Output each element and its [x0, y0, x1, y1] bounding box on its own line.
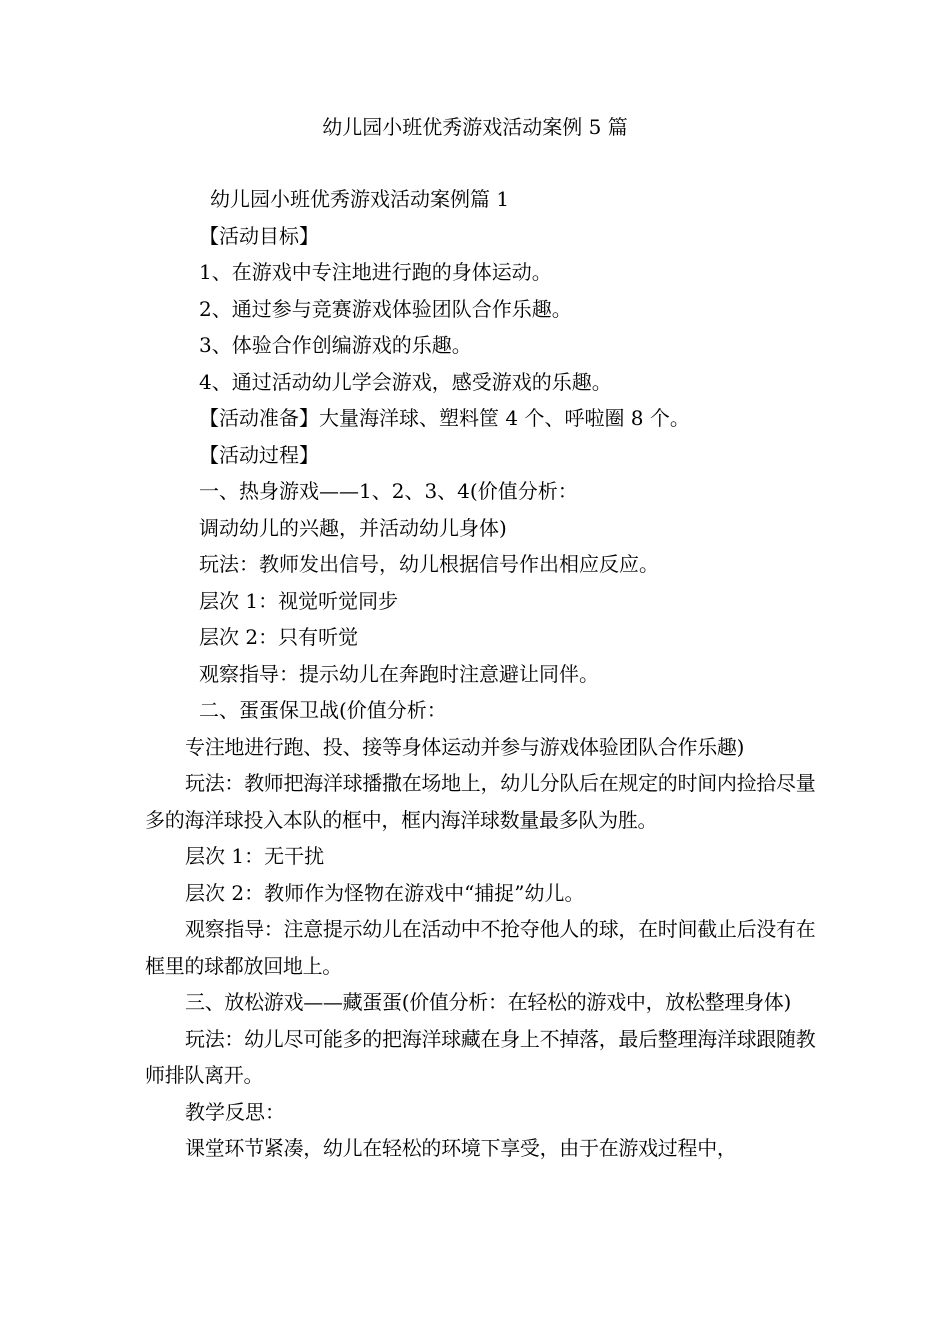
relax-game-rules: 玩法：幼儿尽可能多的把海洋球藏在身上不掉落，最后整理海洋球跟随教师排队离开。 — [145, 1026, 816, 1087]
teaching-reflection-heading: 教学反思： — [185, 1099, 285, 1124]
document-body — [145, 181, 821, 1167]
goal-item-1: 1、在游戏中专注地进行跑的身体运动。 — [199, 260, 552, 284]
egg-defense-title: 二、蛋蛋保卫战(价值分析： — [199, 698, 447, 722]
section-title: 幼儿园小班优秀游戏活动案例篇 1 — [210, 187, 510, 211]
warmup-level-2: 层次 2：只有听觉 — [199, 625, 359, 649]
goal-item-4: 4、通过活动幼儿学会游戏，感受游戏的乐趣。 — [199, 369, 612, 394]
heading-activity-goals: 【活动目标】 — [199, 223, 319, 248]
egg-defense-level-2: 层次 2：教师作为怪物在游戏中“捕捉”幼儿。 — [185, 880, 585, 905]
activity-preparation: 【活动准备】大量海洋球、塑料筐 4 个、呼啦圈 8 个。 — [199, 406, 690, 430]
heading-activity-process: 【活动过程】 — [199, 442, 319, 467]
egg-defense-observation: 观察指导：注意提示幼儿在活动中不抢夺他人的球，在时间截止后没有在框里的球都放回地上。 — [145, 917, 816, 978]
teaching-reflection-text: 课堂环节紧凑，幼儿在轻松的环境下享受，由于在游戏过程中， — [185, 1136, 737, 1160]
relax-game-title: 三、放松游戏——藏蛋蛋(价值分析：在轻松的游戏中，放松整理身体) — [185, 990, 792, 1014]
warmup-level-1: 层次 1：视觉听觉同步 — [199, 588, 399, 613]
warmup-game-rules: 玩法：教师发出信号，幼儿根据信号作出相应反应。 — [199, 552, 659, 576]
egg-defense-level-1: 层次 1：无干扰 — [185, 844, 325, 868]
egg-defense-rules: 玩法：教师把海洋球播撒在场地上，幼儿分队后在规定的时间内捡拾尽量多的海洋球投入本队的框中，框内海洋球数量最多队为胜。 — [145, 771, 816, 832]
goal-item-3: 3、体验合作创编游戏的乐趣。 — [199, 333, 472, 357]
warmup-game-title: 一、热身游戏——1、2、3、4(价值分析： — [199, 479, 578, 503]
warmup-observation: 观察指导：提示幼儿在奔跑时注意避让同伴。 — [199, 661, 599, 686]
warmup-game-value: 调动幼儿的兴趣，并活动幼儿身体) — [199, 515, 507, 540]
egg-defense-value: 专注地进行跑、投、接等身体运动并参与游戏体验团队合作乐趣) — [185, 734, 745, 759]
goal-item-2: 2、通过参与竞赛游戏体验团队合作乐趣。 — [199, 296, 572, 321]
document-title: 幼儿园小班优秀游戏活动案例 5 篇 — [322, 115, 628, 139]
